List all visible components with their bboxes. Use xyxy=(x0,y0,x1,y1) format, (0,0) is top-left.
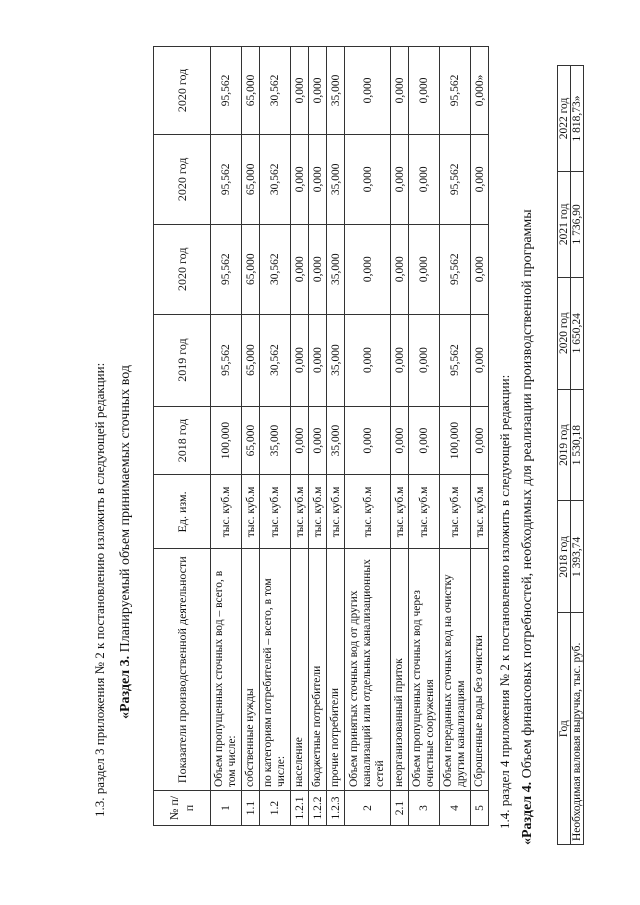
section4-table xyxy=(557,65,584,845)
value-cell: 0,000 xyxy=(291,134,309,224)
year-cell: 2018 год xyxy=(558,501,571,613)
value-cell: 0,000 xyxy=(345,314,391,406)
header-cell: № п/п xyxy=(154,791,211,826)
row-number: 1.1 xyxy=(242,791,260,826)
value-cell: 0,000 xyxy=(391,224,409,314)
value-cell: 0,000 xyxy=(391,134,409,224)
value-cell: 0,000 xyxy=(345,224,391,314)
row-number: 1 xyxy=(211,791,242,826)
value-cell: 65,000 xyxy=(242,224,260,314)
value-cell: 0,000 xyxy=(291,406,309,475)
unit: тыс. куб.м xyxy=(409,475,440,549)
indicator-name: Сброшенные воды без очистки xyxy=(471,549,489,791)
row-number: 1.2.2 xyxy=(309,791,327,826)
value-cell: 35,000 xyxy=(327,47,345,135)
value-cell: 0,000 xyxy=(309,314,327,406)
header-cell: Ед. изм. xyxy=(154,475,211,549)
section3-intro: 1.3. раздел 3 приложения № 2 к постановлению изложить в следующей редакции: xyxy=(92,362,107,817)
value-cell: 95,562 xyxy=(211,134,242,224)
table-row xyxy=(440,47,471,826)
indicator-name: собственные нужды xyxy=(242,549,260,791)
table-row xyxy=(242,47,260,826)
value-cell: 35,000 xyxy=(327,314,345,406)
value-cell: 95,562 xyxy=(440,47,471,135)
row-number: 3 xyxy=(409,791,440,826)
unit: тыс. куб.м xyxy=(391,475,409,549)
indicator-name: Объем переданных сточных вод на очистку другим канализациям xyxy=(440,549,471,791)
value-cell: 0,000 xyxy=(309,406,327,475)
value-cell: 30,562 xyxy=(260,314,291,406)
value-cell: 1 530,18 xyxy=(571,389,584,501)
unit: тыс. куб.м xyxy=(242,475,260,549)
unit: тыс. куб.м xyxy=(327,475,345,549)
value-cell: 65,000 xyxy=(242,47,260,135)
indicator-name: Объем пропущенных сточных вод – всего, в том числе: xyxy=(211,549,242,791)
value-cell: 0,000 xyxy=(309,47,327,135)
header-cell: Показатели производственной деятельности xyxy=(154,549,211,791)
value-cell: 0,000 xyxy=(471,314,489,406)
table-row xyxy=(391,47,409,826)
value-cell: 0,000 xyxy=(409,47,440,135)
section3-title-rest: Планируемый объем принимаемых сточных вод xyxy=(118,365,133,656)
unit: тыс. куб.м xyxy=(471,475,489,549)
table-row xyxy=(409,47,440,826)
section3-title-bold: «Раздел 3. xyxy=(118,655,133,719)
revenue-label: Необходимая валовая выручка, тыс. руб. xyxy=(571,613,584,845)
section4-title-bold: «Раздел 4. xyxy=(520,781,535,845)
value-cell: 0,000 xyxy=(345,134,391,224)
value-cell: 0,000 xyxy=(309,134,327,224)
indicator-name: Объем принятых сточных вод от других канализаций или отдельных канализационных сетей xyxy=(345,549,391,791)
year-cell: 2019 год xyxy=(558,389,571,501)
table-row xyxy=(558,66,571,845)
value-cell: 0,000 xyxy=(291,314,309,406)
year-header-label: Год xyxy=(558,613,571,845)
header-cell: 2018 год xyxy=(154,406,211,475)
indicator-name: население xyxy=(291,549,309,791)
section4-intro: 1.4. раздел 4 приложения № 2 к постановлению изложить в следующей редакции: xyxy=(497,374,512,829)
value-cell: 1 818,73» xyxy=(571,66,584,172)
indicator-name: по категориям потребителей – всего, в том числе: xyxy=(260,549,291,791)
value-cell: 0,000 xyxy=(391,314,409,406)
indicator-name: бюджетные потребители xyxy=(309,549,327,791)
header-cell: 2019 год xyxy=(154,314,211,406)
value-cell: 1 393,74 xyxy=(571,501,584,613)
table-row xyxy=(327,47,345,826)
value-cell: 1 736,90 xyxy=(571,171,584,277)
table-row xyxy=(345,47,391,826)
value-cell: 0,000 xyxy=(345,406,391,475)
value-cell: 0,000 xyxy=(291,47,309,135)
row-number: 1.2.3 xyxy=(327,791,345,826)
table-row xyxy=(260,47,291,826)
section4-title xyxy=(520,209,536,845)
row-number: 2 xyxy=(345,791,391,826)
value-cell: 95,562 xyxy=(211,314,242,406)
unit: тыс. куб.м xyxy=(309,475,327,549)
indicator-name: неорганизованный приток xyxy=(391,549,409,791)
header-cell: 2020 год xyxy=(154,134,211,224)
year-cell: 2020 год xyxy=(558,277,571,389)
value-cell: 95,562 xyxy=(440,314,471,406)
value-cell: 35,000 xyxy=(327,134,345,224)
value-cell: 0,000 xyxy=(409,134,440,224)
table-row xyxy=(211,47,242,826)
value-cell: 100,000 xyxy=(211,406,242,475)
value-cell: 65,000 xyxy=(242,134,260,224)
row-number: 2.1 xyxy=(391,791,409,826)
value-cell: 95,562 xyxy=(211,224,242,314)
value-cell: 0,000 xyxy=(409,314,440,406)
value-cell: 0,000 xyxy=(291,224,309,314)
year-cell: 2021 год xyxy=(558,171,571,277)
value-cell: 65,000 xyxy=(242,314,260,406)
value-cell: 0,000 xyxy=(471,134,489,224)
unit: тыс. куб.м xyxy=(211,475,242,549)
section3-header-row xyxy=(154,47,211,826)
value-cell: 35,000 xyxy=(327,406,345,475)
table-row xyxy=(471,47,489,826)
table-row xyxy=(309,47,327,826)
header-cell: 2020 год xyxy=(154,224,211,314)
row-number: 4 xyxy=(440,791,471,826)
value-cell: 30,562 xyxy=(260,224,291,314)
value-cell: 65,000 xyxy=(242,406,260,475)
indicator-name: прочие потребители xyxy=(327,549,345,791)
value-cell: 35,000 xyxy=(260,406,291,475)
value-cell: 30,562 xyxy=(260,134,291,224)
table-row xyxy=(571,66,584,845)
value-cell: 0,000 xyxy=(345,47,391,135)
value-cell: 0,000 xyxy=(391,406,409,475)
value-cell: 95,562 xyxy=(440,134,471,224)
unit: тыс. куб.м xyxy=(291,475,309,549)
value-cell: 0,000 xyxy=(471,224,489,314)
unit: тыс. куб.м xyxy=(440,475,471,549)
value-cell: 100,000 xyxy=(440,406,471,475)
row-number: 1.2.1 xyxy=(291,791,309,826)
value-cell: 0,000 xyxy=(309,224,327,314)
section3-title xyxy=(118,365,134,719)
row-number: 1.2 xyxy=(260,791,291,826)
indicator-name: Объем пропущенных сточных вод через очистные сооружения xyxy=(409,549,440,791)
unit: тыс. куб.м xyxy=(260,475,291,549)
header-cell: 2020 год xyxy=(154,47,211,135)
value-cell: 30,562 xyxy=(260,47,291,135)
value-cell: 0,000» xyxy=(471,47,489,135)
value-cell: 0,000 xyxy=(471,406,489,475)
value-cell: 0,000 xyxy=(409,406,440,475)
section4-title-rest: Объем финансовых потребностей, необходимых для реализации производственной программы xyxy=(520,209,535,782)
year-cell: 2022 год xyxy=(558,66,571,172)
table-row xyxy=(291,47,309,826)
value-cell: 1 650,24 xyxy=(571,277,584,389)
value-cell: 35,000 xyxy=(327,224,345,314)
row-number: 5 xyxy=(471,791,489,826)
section3-table xyxy=(153,46,489,826)
value-cell: 95,562 xyxy=(440,224,471,314)
value-cell: 95,562 xyxy=(211,47,242,135)
unit: тыс. куб.м xyxy=(345,475,391,549)
value-cell: 0,000 xyxy=(409,224,440,314)
value-cell: 0,000 xyxy=(391,47,409,135)
